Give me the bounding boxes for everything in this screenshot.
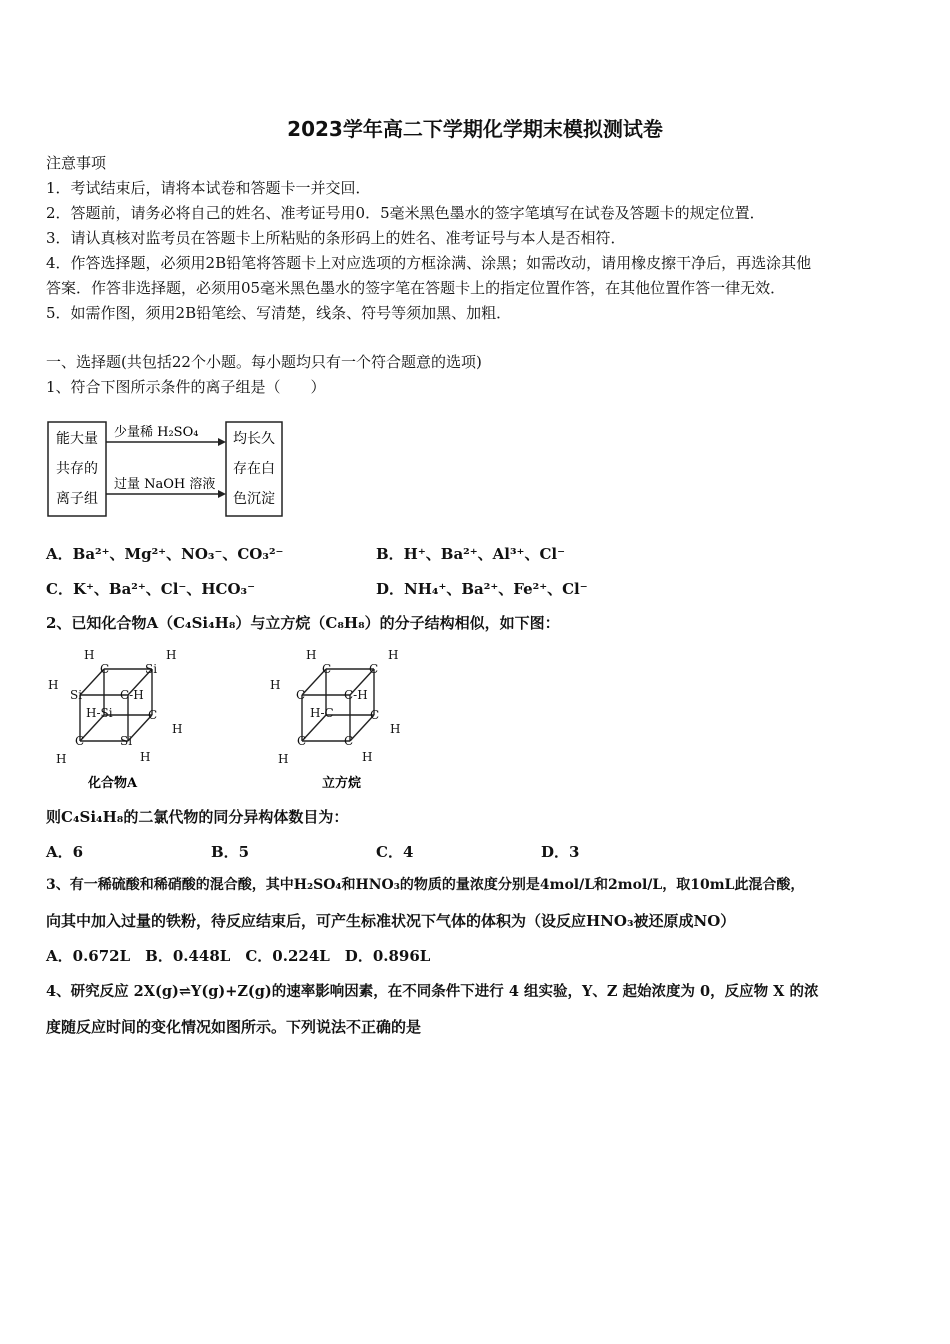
option-c: C．4 [376, 843, 414, 861]
svg-text:C: C [75, 734, 85, 748]
reaction-flow-diagram [46, 418, 286, 520]
svg-text:H: H [270, 678, 281, 692]
svg-text:Si: Si [120, 734, 133, 748]
option-d: D．3 [541, 843, 580, 861]
notice-heading: 注意事项 [46, 154, 107, 172]
svg-text:H: H [390, 722, 401, 736]
svg-text:C-H: C-H [344, 688, 368, 702]
svg-text:C: C [322, 662, 332, 676]
option-a: A．6 [46, 843, 84, 861]
svg-text:H: H [362, 750, 373, 764]
svg-text:Si: Si [70, 688, 83, 702]
arrow-head-icon [218, 438, 226, 446]
svg-text:H: H [48, 678, 59, 692]
question-2-ask: 则C₄Si₄H₈的二氯代物的同分异构体数目为： [46, 808, 349, 826]
notice-item: 2．答题前，请务必将自己的姓名、准考证号用0．5毫米黑色墨水的签字笔填写在试卷及答题卡的规定位置． [46, 204, 765, 222]
question-4-line: 度随反应时间的变化情况如图所示。下列说法不正确的是 [46, 1018, 422, 1036]
svg-text:H: H [388, 648, 399, 662]
svg-text:C: C [370, 708, 380, 722]
notice-item: 5．如需作图，须用2B铅笔绘、写清楚，线条、符号等须加黑、加粗． [46, 304, 512, 322]
svg-text:C: C [369, 662, 379, 676]
option-b: B．H⁺、Ba²⁺、Al³⁺、Cl⁻ [376, 545, 566, 563]
cubane-structure [266, 645, 416, 793]
question-2-stem: 2、已知化合物A（C₄Si₄H₈）与立方烷（C₈H₈）的分子结构相似，如下图： [46, 614, 560, 632]
question-1-stem: 1、符合下图所示条件的离子组是（ ） [46, 378, 326, 396]
notice-item: 4．作答选择题，必须用2B铅笔将答题卡上对应选项的方框涂满、涂黑；如需改动，请用橡皮擦干净后，再选涂其他 [46, 254, 812, 272]
notice-item: 1．考试结束后，请将本试卷和答题卡一并交回． [46, 179, 371, 197]
svg-text:H-Si: H-Si [86, 706, 113, 720]
option-a: A．Ba²⁺、Mg²⁺、NO₃⁻、CO₃²⁻ [46, 545, 284, 563]
svg-text:Si: Si [145, 662, 158, 676]
question-3-line: 向其中加入过量的铁粉，待反应结束后，可产生标准状况下气体的体积为（设反应HNO₃被还原成NO） [46, 912, 736, 930]
svg-text:H: H [172, 722, 183, 736]
bottom-arrow-label: 过量 NaOH 溶液 [114, 477, 216, 492]
notice-item: 3．请认真核对监考员在答题卡上所粘贴的条形码上的姓名、准考证号与本人是否相符． [46, 229, 626, 247]
left-box-line: 能大量 [56, 431, 98, 447]
right-box-line: 存在白 [233, 461, 275, 477]
svg-text:H: H [140, 750, 151, 764]
svg-text:C-H: C-H [120, 688, 144, 702]
left-box-line: 共存的 [56, 461, 98, 477]
svg-text:H: H [278, 752, 289, 766]
option-d: D．NH₄⁺、Ba²⁺、Fe²⁺、Cl⁻ [376, 580, 588, 598]
cubane-label: 立方烷 [322, 776, 362, 791]
svg-text:H: H [166, 648, 177, 662]
option-c: C．K⁺、Ba²⁺、Cl⁻、HCO₃⁻ [46, 580, 255, 598]
top-arrow-label: 少量稀 H₂SO₄ [114, 425, 199, 440]
svg-text:C: C [296, 688, 306, 702]
svg-text:H: H [306, 648, 317, 662]
question-4-line: 4、研究反应 2X(g)⇌Y(g)+Z(g)的速率影响因素，在不同条件下进行 4 组实验，Y、Z 起始浓度为 0，反应物 X 的浓 [46, 983, 819, 1000]
section-heading: 一、选择题(共包括22个小题。每小题均只有一个符合题意的选项) [46, 353, 482, 371]
right-box-line: 色沉淀 [233, 491, 275, 507]
svg-text:C: C [100, 662, 110, 676]
compound-a-label: 化合物A [88, 776, 138, 791]
svg-text:C: C [344, 734, 354, 748]
compound-a-structure [44, 645, 194, 793]
svg-text:H: H [84, 648, 95, 662]
svg-text:H-C: H-C [310, 706, 334, 720]
left-box-line: 离子组 [56, 491, 98, 507]
question-3-options: A．0.672L B．0.448L C．0.224L D．0.896L [46, 947, 431, 965]
option-b: B．5 [211, 843, 250, 861]
notice-item: 答案．作答非选择题，必须用05毫米黑色墨水的签字笔在答题卡上的指定位置作答，在其他位置作答一律无效． [46, 279, 786, 297]
svg-text:C: C [297, 734, 307, 748]
svg-text:H: H [56, 752, 67, 766]
arrow-head-icon [218, 490, 226, 498]
svg-text:C: C [148, 708, 158, 722]
page-title: 2023学年高二下学期化学期末模拟测试卷 [287, 117, 663, 141]
question-3-line: 3、有一稀硫酸和稀硝酸的混合酸，其中H₂SO₄和HNO₃的物质的量浓度分别是4mol/L和2mol/L，取10mL此混合酸， [46, 877, 805, 893]
right-box-line: 均长久 [233, 431, 275, 447]
